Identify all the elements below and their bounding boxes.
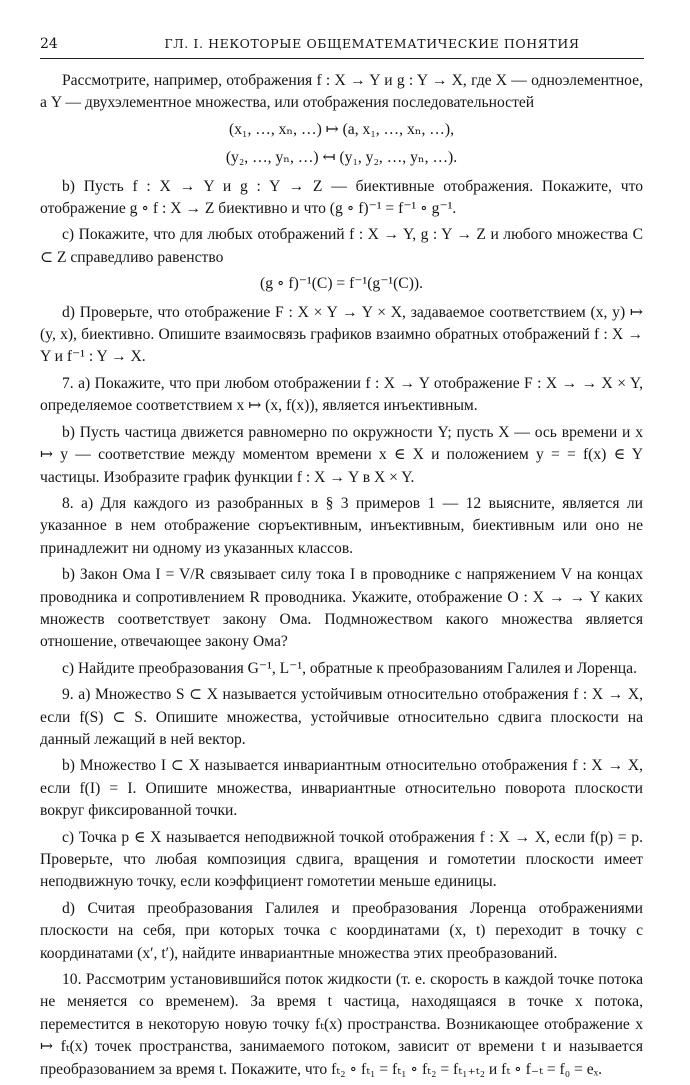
header-rule (40, 58, 644, 59)
paragraph-6d: d) Проверьте, что отображение F : X × Y → Y × X, задаваемое соответствием (x, y) ↦ (y, x), биективно. Опишите взаимосвязь графиков взаимно обратных отображений f : X → Y и f⁻¹ : Y → X. (40, 303, 643, 366)
paragraph-9c: c) Точка p ∈ X называется неподвижной точкой отображения f : X → X, если f(p) = p. Проверьте, что любая композиция сдвига, вращения и гомотетии плоскости имеет неподвижную точку, если коэффициент гомотетии меньше единицы. (40, 828, 643, 891)
paragraph-8b: b) Закон Ома I = V/R связывает силу тока I в проводнике с напряжением V на концах проводника и сопротивлением R проводника. Укажите, отображение O : X → → Y каких множеств соответствует закону Ома. Подмножеством какого множества является отношение, отвечающее закону Ома? (40, 566, 643, 651)
paragraph-10: 10. Рассмотрим установившийся поток жидкости (т. е. скорость в каждой точке потока не меняется со временем). За время t частица, находящаяся в точке x потока, переместится в некоторую новую точку fₜ(x) пространства. Возникающее отображение x ↦ fₜ(x) точек пространства, занимаемого потоком, зависит от времени t и называется преобразованием за время t. Покажите, что fₜ₂ ∘ fₜ₁ = fₜ₁ ∘ fₜ₂ = fₜ₁₊ₜ₂ и fₜ ∘ f₋ₜ = f₀ = eₓ. (40, 971, 643, 1078)
page-number: 24 (40, 36, 58, 52)
paragraph-7b: b) Пусть частица движется равномерно по окружности Y; пусть X — ось времени и x ↦ y — соответствие между моментом времени x ∈ X и положением y = = f(x) ∈ Y частицы. Изобразите график функции f : X → Y в X × Y. (40, 423, 643, 486)
paragraph-9d: d) Считая преобразования Галилея и преобразования Лоренца отображениями плоскости на себя, при которых точка с координатами (x, t) переходит в точку с координатами (x′, t′), найдите инвариантные множества этих преобразований. (40, 899, 643, 962)
paragraph-8c: c) Найдите преобразования G⁻¹, L⁻¹, обратные к преобразованиям Галилея и Лоренца. (62, 659, 637, 677)
formula-sequence-map-1: (x₁, …, xₙ, …) ↦ (a, x₁, …, xₙ, …), (229, 120, 454, 138)
paragraph-6b: b) Пусть f : X → Y и g : Y → Z — биективные отображения. Покажите, что отображение g ∘ f : X → Z биективно и что (g ∘ f)⁻¹ = f⁻¹ ∘ g⁻¹. (40, 177, 643, 218)
paragraph-6c: c) Покажите, что для любых отображений f : X → Y, g : Y → Z и любого множества C ⊂ Z справедливо равенство (40, 226, 643, 266)
paragraph-9b: b) Множество I ⊂ X называется инвариантным относительно отображения f : X → X, если f(I) = I. Опишите множества, инвариантные относительно поворота плоскости вокруг фиксированной точки. (40, 757, 643, 820)
page-body (40, 70, 643, 1085)
formula-sequence-map-2: (y₂, …, yₙ, …) ↤ (y₁, y₂, …, yₙ, …). (225, 149, 458, 167)
paragraph-9a: 9. a) Множество S ⊂ X называется устойчивым относительно отображения f : X → X, если f(S) ⊂ S. Опишите множества, устойчивые относительно сдвига плоскости на данный лежащий в ней вектор. (40, 686, 643, 748)
formula-preimage-equality: (g ∘ f)⁻¹(C) = f⁻¹(g⁻¹(C)). (260, 275, 423, 293)
paragraph-8a: 8. a) Для каждого из разобранных в § 3 примеров 1 — 12 выясните, является ли указанное в нем отображение сюръективным, инъективным, биективным или оно не принадлежит ни одному из указанных классов. (40, 494, 643, 557)
page-header (40, 36, 644, 56)
running-title: ГЛ. I. НЕКОТОРЫЕ ОБЩЕМАТЕМАТИЧЕСКИЕ ПОНЯТИЯ (164, 36, 580, 51)
paragraph-example-maps: Рассмотрите, например, отображения f : X → Y и g : Y → X, где X — одноэлементное, а Y — двухэлементное множества, или отображения последовательностей (40, 72, 643, 112)
paragraph-7a: 7. a) Покажите, что при любом отображении f : X → Y отображение F : X → → X × Y, определяемое соответствием x ↦ (x, f(x)), является инъективным. (40, 374, 643, 415)
